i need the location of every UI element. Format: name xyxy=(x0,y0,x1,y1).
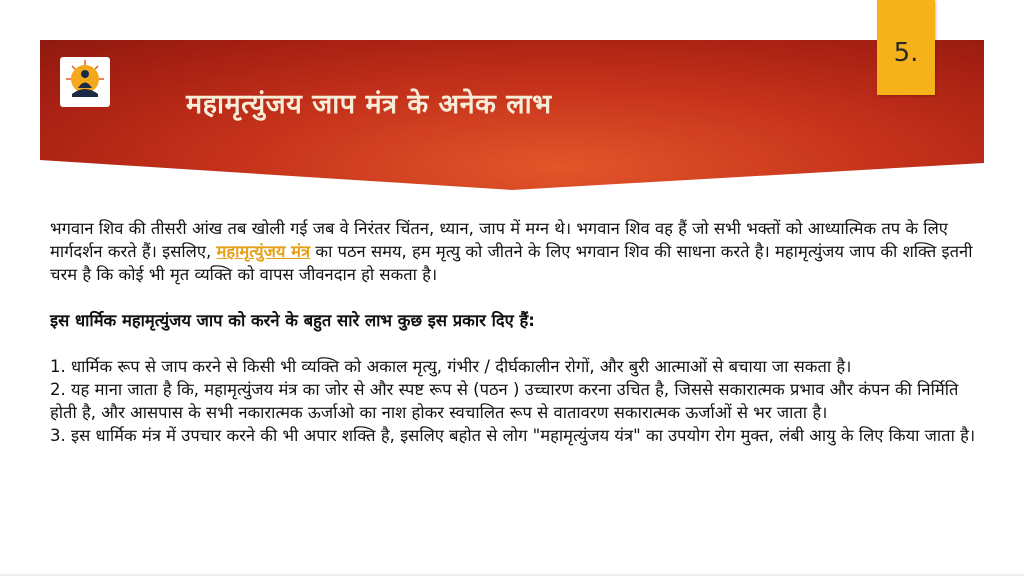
logo-icon xyxy=(60,57,110,107)
intro-paragraph xyxy=(50,217,978,286)
benefits-heading: इस धार्मिक महामृत्युंजय जाप को करने के बहुत सारे लाभ कुछ इस प्रकार दिए हैं: xyxy=(50,311,535,330)
intro-text-end: का पठन समय, हम मृत्यु को जीतने के लिए भगवान शिव की साधना करते है। महामृत्युंजय जाप की शक्ति इतनी चरम है कि कोई भी मृत व्यक्ति को वापस जीवनदान हो सकता है। xyxy=(50,242,973,284)
page-number-tab xyxy=(877,0,935,95)
benefit-item-3: 3. इस धार्मिक मंत्र में उपचार करने की भी अपार शक्ति है, इसलिए बहोत से लोग "महामृत्युंजय यंत्र" का उपयोग रोग मुक्त, लंबी आयु के लिए किया जाता है। xyxy=(50,426,976,445)
body-content xyxy=(50,217,978,447)
benefit-item-1: 1. धार्मिक रूप से जाप करने से किसी भी व्यक्ति को अकाल मृत्यु, गंभीर / दीर्घकालीन रोगों, और बुरी आत्माओं से बचाया जा सकता है। xyxy=(50,357,852,376)
benefit-item-2: 2. यह माना जाता है कि, महामृत्युंजय मंत्र का जोर से और स्पष्ट रूप से (पठन ) उच्चारण करना उचित है, जिससे सकारात्मक प्रभाव और कंपन की निर्मिति होती है, और आसपास के सभी नकारात्मक ऊर्जाओ का नाश होकर स्वचालित रूप से वातावरण सकारात्मक ऊर्जाओं से भर जाता है। xyxy=(50,380,959,422)
page-number: 5. xyxy=(893,38,919,68)
slide-title: महामृत्युंजय जाप मंत्र के अनेक लाभ xyxy=(186,89,552,120)
mantra-link[interactable]: महामृत्युंजय मंत्र xyxy=(216,242,311,261)
intro-text-start: भगवान शिव की तीसरी आंख तब खोली गई जब वे निरंतर चिंतन, ध्यान, जाप में मग्न थे। भगवान शिव वह हैं जो सभी भक्तों को आध्यात्मिक तप के लिए मार्गदर्शन करते हैं। इसलिए, xyxy=(50,219,948,261)
